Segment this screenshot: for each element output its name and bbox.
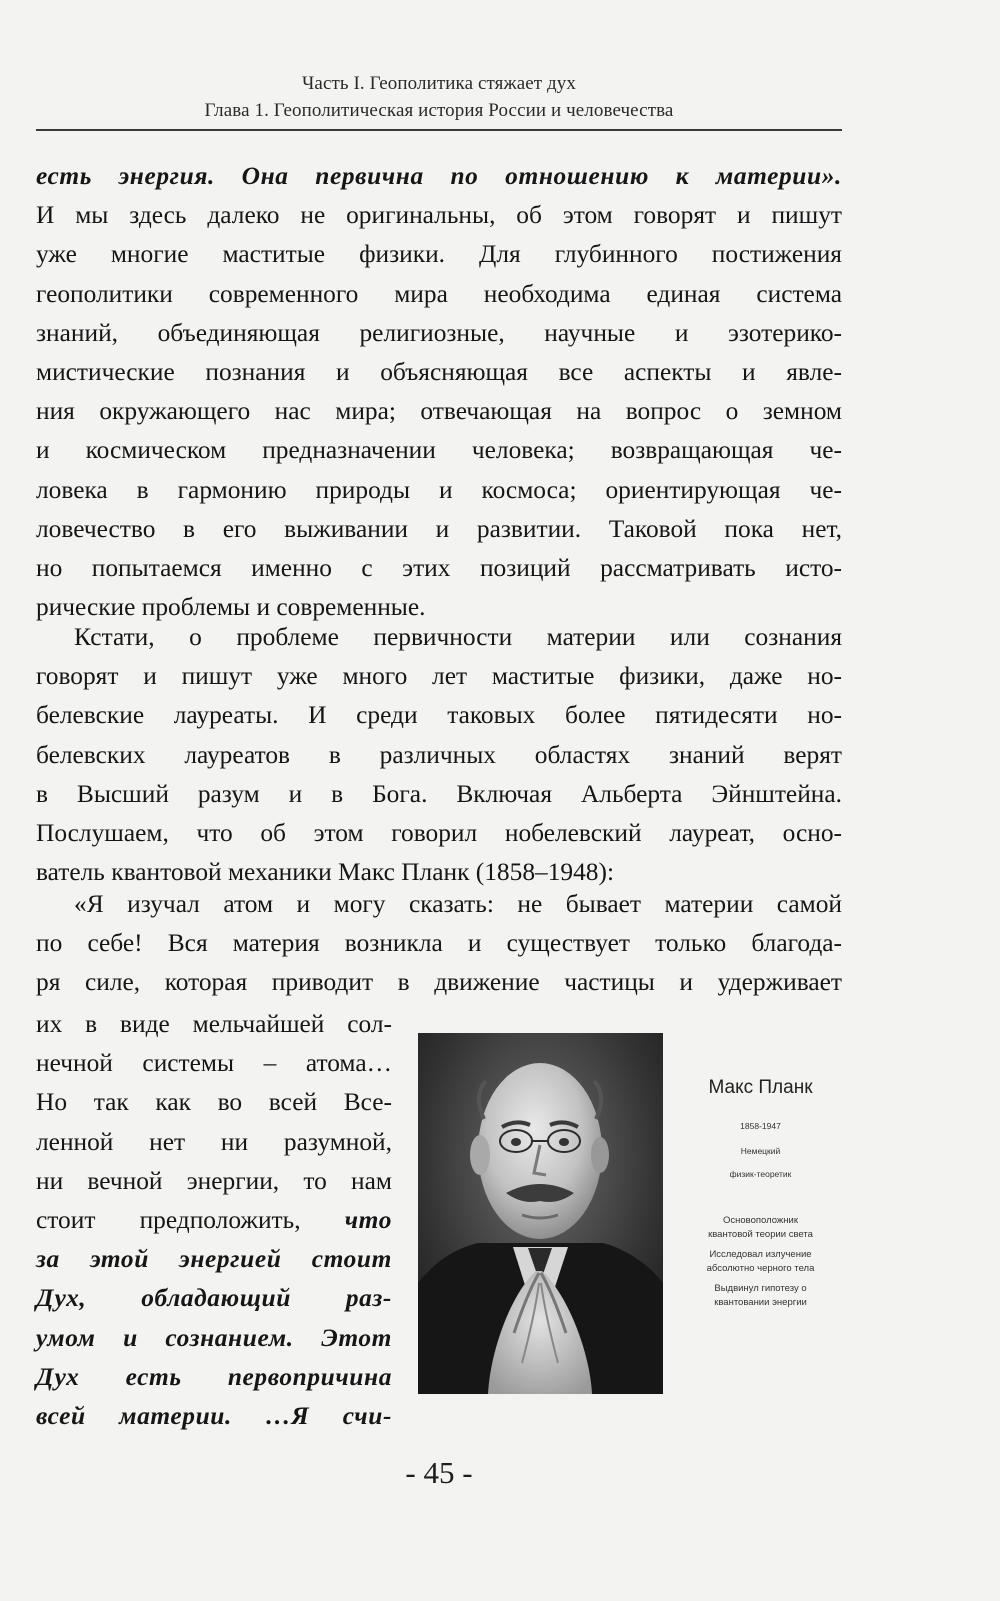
text-line: ленной нет ни разумной, [36,1127,392,1156]
header-part-title: Часть I. Геополитика стяжает дух [301,73,577,94]
text-line: знаний, объединяющая религиозные, научные и эзотерико- [36,318,842,347]
text-line: белевских лауреатов в различных областях знаний верят [36,740,842,769]
caption-nationality: Немецкий [740,1146,781,1156]
paragraph-2 [36,618,842,892]
caption-profession: физик-теоретик [729,1169,792,1179]
text-line: «Я изучал атом и могу сказать: не бывает материи самой [74,890,842,918]
text-line: белевские лауреаты. И среди таковых более пятидесяти но- [36,701,842,730]
text-line: умом и сознанием. Этот [36,1323,392,1352]
text-line: рические проблемы и современные. [36,593,426,622]
text-line: уже многие маститые физики. Для глубинного постижения [36,240,842,269]
text-line: ря силе, которая приводит в движение частицы и удерживает [36,968,842,997]
text-line [36,1201,392,1240]
text-fragment: стоит предположить, [36,1206,301,1235]
caption-fact: Исследовал излучение абсолютно черного тела [706,1249,815,1274]
text-line: по себе! Вся материя возникла и существует только благода- [36,929,842,958]
text-line: И мы здесь далеко не оригинальны, об этом говорят и пишут [36,201,842,230]
page-number: - 45 - [405,1455,473,1490]
text-line: ловечество в его выживании и развитии. Таковой пока нет, [36,514,842,543]
emphasis-fragment: что [344,1206,392,1235]
running-header [36,70,842,124]
paragraph-4-wrapped [36,1005,392,1436]
text-line: говорят и пишут уже много лет маститые физики, даже но- [36,662,842,691]
text-line: геополитики современного мира необходима единая система [36,279,842,308]
text-line: в Высший разум и в Бога. Включая Альберта Эйнштейна. [36,779,842,808]
caption-facts [679,1214,842,1316]
header-chapter-title: Глава 1. Геополитическая история России и человечества [204,100,674,121]
text-line: ния окружающего нас мира; отвечающая на вопрос о земном [36,397,842,426]
text-line: Дух есть первопричина [36,1362,392,1391]
caption-fact: Выдвинул гипотезу о квантовании энергии [714,1283,807,1308]
text-line: Дух, обладающий раз- [36,1284,392,1313]
caption-years: 1858-1947 [740,1121,781,1131]
text-line: но попытаемся именно с этих позиций рассматривать исто- [36,554,842,583]
text-line: есть энергия. Она первична по отношению к материи». [36,162,842,190]
text-line: всей материи. …Я счи- [36,1402,392,1431]
text-line: их в виде мельчайшей сол- [36,1010,392,1038]
paragraph-1 [36,157,842,627]
header-rule [36,129,842,131]
text-line: Но так как во всей Все- [36,1088,392,1117]
text-line: Кстати, о проблеме первичности материи или сознания [74,623,842,651]
text-line: мистические познания и объясняющая все аспекты и явле- [36,358,842,387]
caption-fact: Основоположник квантовой теории света [708,1215,813,1240]
text-line: и космическом предназначении человека; возвращающая че- [36,436,842,465]
caption-name: Макс Планк [708,1077,813,1098]
text-line: ни вечной энергии, то нам [36,1166,392,1195]
text-line: ловека в гармонию природы и космоса; ориентирующая че- [36,475,842,504]
portrait-panel [410,1033,842,1395]
portrait-photo [418,1033,663,1394]
text-line: за этой энергией стоит [36,1245,392,1274]
paragraph-3 [36,885,842,1003]
text-line: нечной системы – атома… [36,1049,392,1078]
text-line: Послушаем, что об этом говорил нобелевский лауреат, осно- [36,819,842,848]
text-line: ватель квантовой механики Макс Планк (1858–1948): [36,858,614,887]
